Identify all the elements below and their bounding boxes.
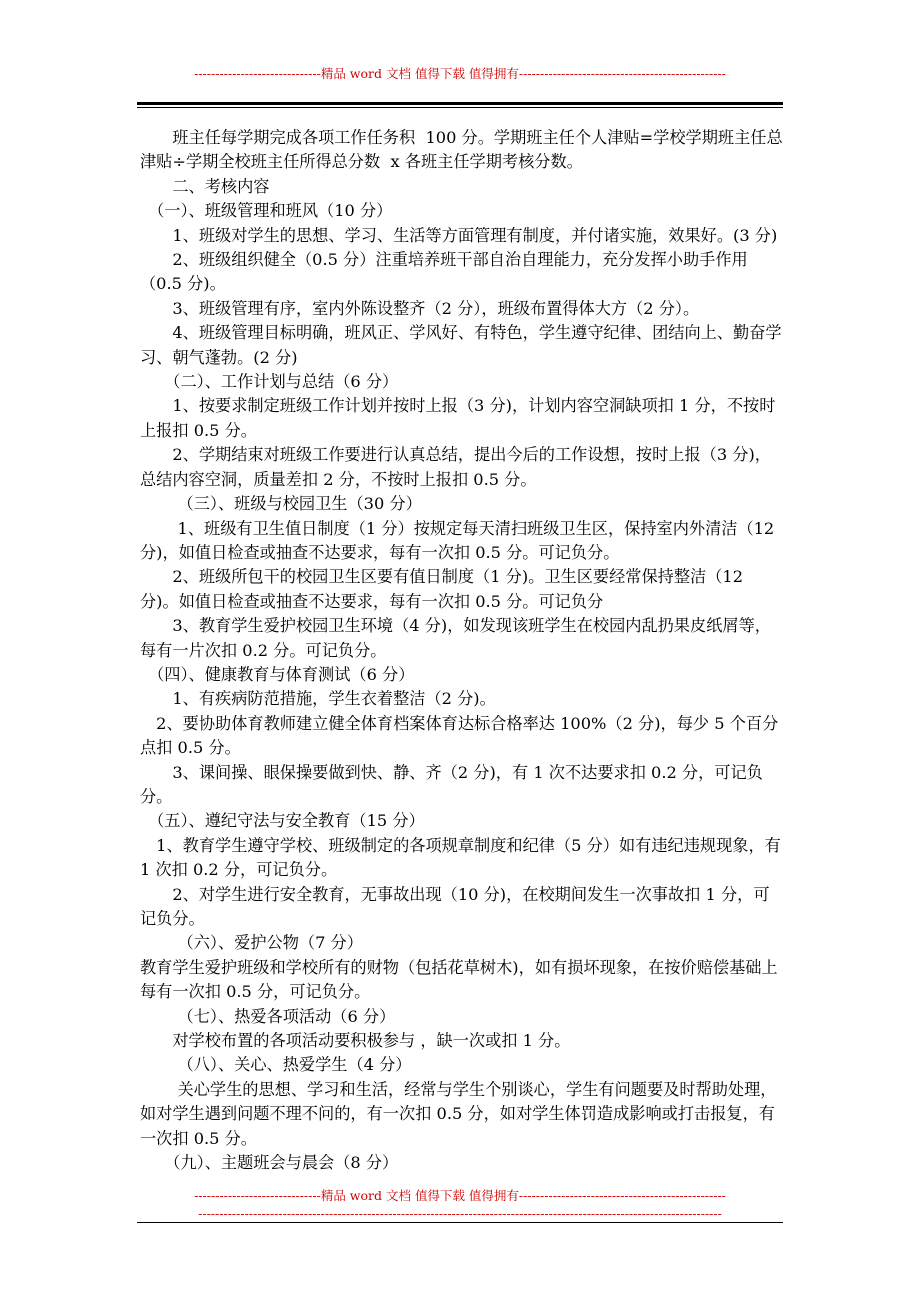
paragraph: 2、学期结束对班级工作要进行认真总结，提出今后的工作设想，按时上报（3 分)，总结内容空洞，质量差扣 2 分，不按时上报扣 0.5 分。 — [140, 445, 771, 489]
header-rule-thin — [137, 107, 783, 108]
paragraph: 2、班级组织健全（0.5 分）注重培养班干部自治自理能力，充分发挥小助手作用（0.5 分)。 — [140, 250, 748, 294]
paragraph: 4、班级管理目标明确，班风正、学风好、有特色，学生遵守纪律、团结向上、勤奋学习、朝气蓬勃。(2 分) — [140, 323, 782, 367]
paragraph: 教育学生爱护班级和学校所有的财物（包括花草树木)，如有损坏现象，在按价赔偿基础上每有一次扣 0.5 分，可记负分。 — [140, 957, 778, 1002]
paragraph: 1、班级对学生的思想、学习、生活等方面管理有制度，并付诸实施，效果好。(3 分) — [140, 225, 778, 245]
subsection-heading-6: （六）、爱护公物（7 分） — [140, 933, 363, 953]
subsection-heading-2: （二）、工作计划与总结（6 分） — [140, 372, 399, 392]
subsection-heading-4: （四）、健康教育与体育测试（6 分） — [140, 664, 415, 684]
footer-rule — [137, 1222, 783, 1223]
subsection-heading-7: （七）、热爱各项活动（6 分） — [140, 1006, 396, 1026]
paragraph: 对学校布置的各项活动要积极参与 ，缺一次或扣 1 分。 — [140, 1031, 571, 1051]
subsection-heading-1: （一）、班级管理和班风（10 分） — [140, 201, 393, 221]
paragraph: 1、班级有卫生值日制度（1 分）按规定每天清扫班级卫生区，保持室内外清洁（12 分)，如值日检查或抽查不达要求，每有一次扣 0.5 分。可记负分。 — [140, 518, 780, 562]
paragraph: 1、有疾病防范措施，学生衣着整洁（2 分)。 — [140, 689, 496, 709]
subsection-heading-9: （九）、主题班会与晨会（8 分） — [140, 1153, 399, 1173]
header-banner: ------------------------------精品 word 文档 值得下载 值得拥有------------------------------------------------- — [194, 66, 726, 81]
subsection-heading-5: （五）、遵纪守法与安全教育（15 分） — [140, 811, 425, 831]
paragraph: 3、班级管理有序，室内外陈设整齐（2 分），班级布置得体大方（2 分）。 — [140, 298, 700, 318]
section-heading-assessment: 二、考核内容 — [140, 176, 270, 196]
footer-dash-line: ---------------------------------------------------------------------------------------------------------------------------- — [198, 1206, 722, 1221]
document-body — [140, 126, 787, 1175]
subsection-heading-3: （三）、班级与校园卫生（30 分） — [140, 494, 422, 514]
paragraph: 2、要协助体育教师建立健全体育档案体育达标合格率达 100%（2 分)，每少 5 个百分点扣 0.5 分。 — [140, 713, 779, 758]
footer-banner: ------------------------------精品 word 文档 值得下载 值得拥有------------------------------------------------- — [194, 1188, 726, 1203]
paragraph-intro: 班主任每学期完成各项工作任务积 100 分。学期班主任个人津贴=学校学期班主任总津贴÷学期全校班主任所得总分数 x 各班主任学期考核分数。 — [140, 128, 783, 172]
paragraph: 1、按要求制定班级工作计划并按时上报（3 分)，计划内容空洞缺项扣 1 分，不按时上报扣 0.5 分。 — [140, 396, 776, 440]
paragraph: 3、教育学生爱护校园卫生环境（4 分)，如发现该班学生在校园内乱扔果皮纸屑等，每有一片次扣 0.2 分。可记负分。 — [140, 616, 771, 660]
header-rule-thick — [137, 102, 783, 105]
subsection-heading-8: （八）、关心、热爱学生（4 分） — [140, 1055, 412, 1075]
paragraph: 2、对学生进行安全教育，无事故出现（10 分)，在校期间发生一次事故扣 1 分，可记负分。 — [140, 884, 770, 928]
paragraph: 3、课间操、眼保操要做到快、静、齐（2 分)，有 1 次不达要求扣 0.2 分，可记负分。 — [140, 762, 763, 806]
paragraph: 关心学生的思想、学习和生活，经常与学生个别谈心，学生有问题要及时帮助处理，如对学生遇到问题不理不问的，有一次扣 0.5 分，如对学生体罚造成影响或打击报复，有一次扣 0.5 分。 — [140, 1079, 777, 1148]
paragraph: 1、教育学生遵守学校、班级制定的各项规章制度和纪律（5 分）如有违纪违规现象，有 1 次扣 0.2 分，可记负分。 — [140, 835, 787, 880]
paragraph: 2、班级所包干的校园卫生区要有值日制度（1 分)。卫生区要经常保持整洁（12 分)。如值日检查或抽查不达要求，每有一次扣 0.5 分。可记负分 — [140, 567, 749, 611]
